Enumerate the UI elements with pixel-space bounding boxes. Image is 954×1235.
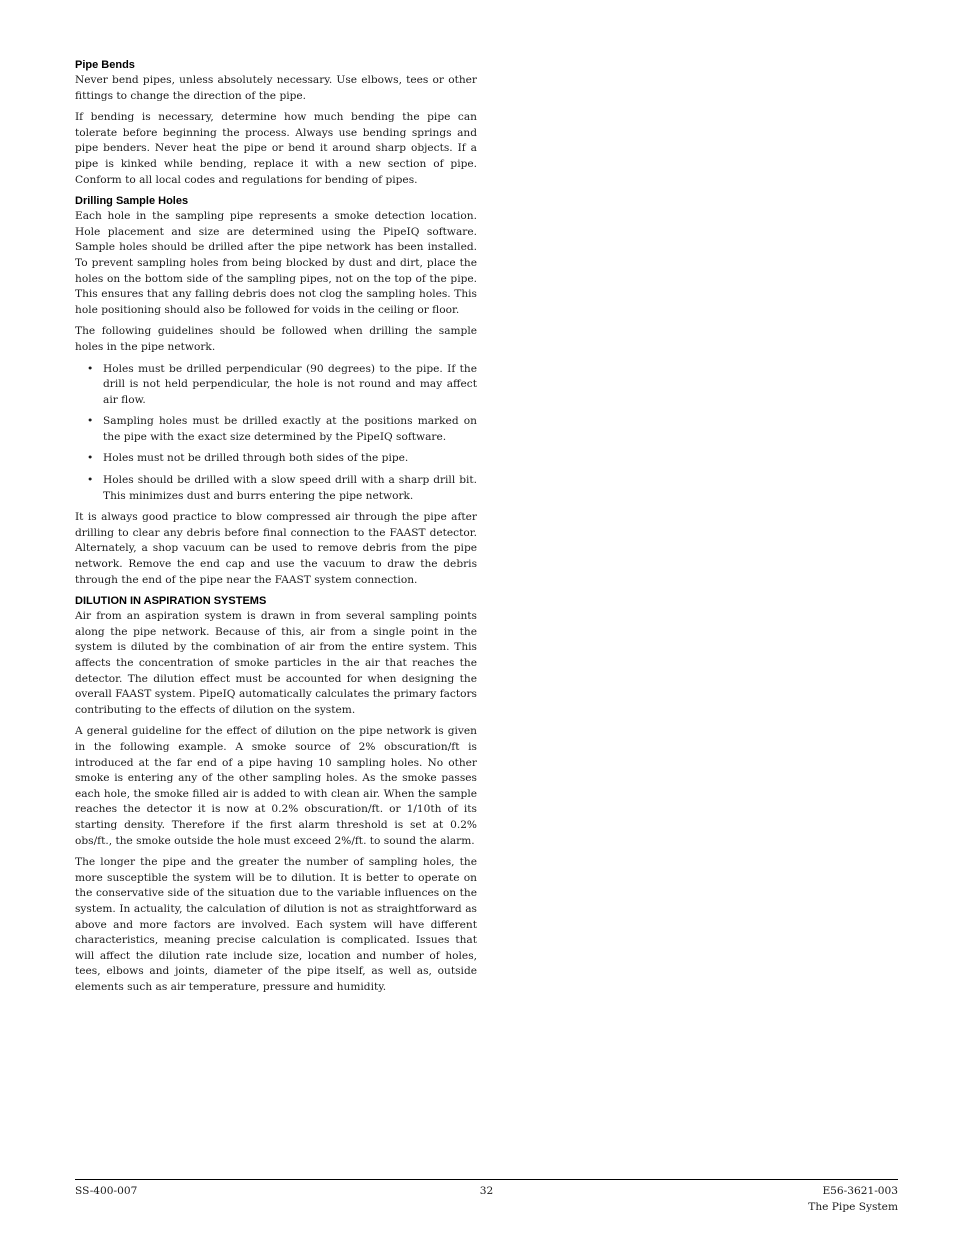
paragraph: Never bend pipes, unless absolutely necessary. Use elbows, tees or other fittings to change the direction of the pipe. bbox=[75, 74, 477, 102]
page-number: 32 bbox=[479, 1185, 494, 1197]
bullet-icon: • bbox=[87, 474, 94, 487]
list-item-text: Sampling holes must be drilled exactly at the positions marked on the pipe with the exact size determined by the PipeIQ software. bbox=[103, 415, 477, 443]
heading-drilling-sample-holes: Drilling Sample Holes bbox=[75, 195, 189, 208]
footer-left-code: SS-400-007 bbox=[75, 1185, 138, 1197]
list-item bbox=[75, 414, 477, 445]
paragraph: Each hole in the sampling pipe represents a smoke detection location. Hole placement and size are determined using the PipeIQ software. Sample holes should be drilled after the pipe network has been installed. To prevent sampling holes from being blocked by dust and dirt, place the holes on the bottom side of the sampling pipes, not on the top of the pipe. This ensures that any falling debris does not clog the sampling holes. This hole positioning should also be followed for voids in the ceiling or floor. bbox=[75, 210, 477, 316]
drilling-guidelines-list bbox=[75, 362, 477, 505]
paragraph: The longer the pipe and the greater the number of sampling holes, the more susceptible the system will be to dilution. It is better to operate on the conservative side of the situation due to the variable influences on the system. In actuality, the calculation of dilution is not as straightforward as above and more factors are involved. Each system will have different characteristics, meaning precise calculation is complicated. Issues that will affect the dilution rate include size, location and number of holes, tees, elbows and joints, diameter of the pipe itself, as well as, outside elements such as air temperature, pressure and humidity. bbox=[75, 856, 477, 993]
heading-dilution: DILUTION IN ASPIRATION SYSTEMS bbox=[75, 595, 267, 608]
paragraph: It is always good practice to blow compressed air through the pipe after drilling to clear any debris before final connection to the FAAST detector. Alternately, a shop vacuum can be used to remove debris from the pipe network. Remove the end cap and use the vacuum to draw the debris through the end of the pipe near the FAAST system connection. bbox=[75, 511, 477, 586]
paragraph: Air from an aspiration system is drawn in from several sampling points along the pipe network. Because of this, air from a single point in the system is diluted by the combination of air from the entire system. This affects the concentration of smoke particles in the air that reaches the detector. The dilution effect must be accounted for when designing the overall FAAST system. PipeIQ automatically calculates the primary factors contributing to the effects of dilution on the system. bbox=[75, 610, 477, 716]
list-item-text: Holes should be drilled with a slow speed drill with a sharp drill bit. This minimizes dust and burrs entering the pipe network. bbox=[103, 474, 477, 502]
footer-divider bbox=[75, 1179, 898, 1180]
bullet-icon: • bbox=[87, 452, 94, 465]
list-item bbox=[75, 473, 477, 504]
list-item bbox=[75, 362, 477, 409]
list-item bbox=[75, 451, 477, 467]
footer-right bbox=[808, 1184, 898, 1215]
bullet-icon: • bbox=[87, 415, 94, 428]
paragraph: If bending is necessary, determine how much bending the pipe can tolerate before beginning the process. Always use bending springs and pipe benders. Never heat the pipe or bend it around sharp objects. If a pipe is kinked while bending, replace it with a new section of pipe. Conform to all local codes and regulations for bending of pipes. bbox=[75, 111, 477, 186]
list-item-text: Holes must be drilled perpendicular (90 degrees) to the pipe. If the drill is not held perpendicular, the hole is not round and may affect air flow. bbox=[103, 362, 477, 406]
heading-pipe-bends: Pipe Bends bbox=[75, 59, 135, 71]
paragraph: A general guideline for the effect of dilution on the pipe network is given in the following example. A smoke source of 2% obscuration/ft is introduced at the far end of a pipe having 10 sampling holes. No other smoke is entering any of the other sampling holes. As the smoke passes each hole, the smoke filled air is added to with clean air. When the sample reaches the detector it is now at 0.2% obscuration/ft. or 1/10th of its starting density. Therefore if the first alarm threshold is set at 0.2% obs/ft., the smoke outside the hole must exceed 2%/ft. to sound the alarm. bbox=[75, 725, 477, 847]
footer-doc-number: E56-3621-003 bbox=[822, 1185, 898, 1197]
bullet-icon: • bbox=[87, 362, 94, 375]
paragraph: The following guidelines should be followed when drilling the sample holes in the pipe network. bbox=[75, 325, 477, 353]
list-item-text: Holes must not be drilled through both sides of the pipe. bbox=[103, 452, 409, 465]
footer-section-name: The Pipe System bbox=[808, 1200, 898, 1213]
main-column bbox=[75, 58, 477, 1001]
